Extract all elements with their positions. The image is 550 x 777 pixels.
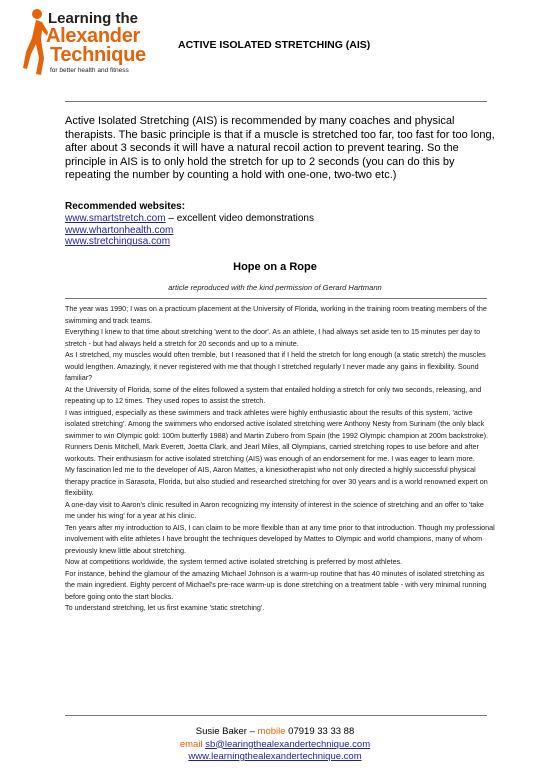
- footer-email-line: [0, 739, 550, 752]
- whartonhealth-link[interactable]: www.whartonhealth.com: [65, 224, 174, 236]
- email-label: email: [179, 738, 203, 750]
- intro-text: Active Isolated Stretching (AIS) is recommended by many coaches and physical therapists. The basic principle is that if a muscle is stretched too far, too fast for too long, after about 3 seconds it will have a natural recoil action to prevent tearing. So the principle in AIS is to only hold the stretch for up to 2 seconds (you can do this by repeating the number by counting a hold with one-one, two-two etc.): [65, 115, 495, 182]
- article-paragraph: Everything I knew to that time about stretching 'went to the door'. As an athlete, I had always set aside ten to 15 minutes per day to stretch - but had always held a stretch for 20 seconds and up to a minute.: [65, 327, 481, 348]
- website-link[interactable]: www.learningthealexandertechnique.com: [188, 751, 362, 762]
- logo-line-3: Technique: [50, 44, 146, 66]
- smartstretch-link[interactable]: www.smartstretch.com: [65, 212, 166, 224]
- contact-name: Susie Baker –: [195, 726, 258, 737]
- recommended-link-row: [65, 236, 365, 248]
- recommended-websites: [65, 201, 365, 248]
- article-credit: article reproduced with the kind permission of Gerard Hartmann: [168, 283, 382, 292]
- article-body: [65, 303, 495, 614]
- link-note: – excellent video demonstrations: [165, 212, 314, 224]
- recommended-heading: Recommended websites:: [65, 201, 186, 212]
- recommended-link-row: [65, 225, 365, 237]
- article-paragraph: At the University of Florida, some of the elites followed a system that entailed holding a stretch for only two seconds, releasing, and repeating up to 12 times. They used ropes to assist the stretch.: [65, 384, 482, 405]
- intro-paragraph: [65, 115, 495, 183]
- article-paragraph: Runners Denis Mitchell, Mark Everett, Joetta Clark, and Jearl Miles, all Olympians, carried stretching ropes to use before and after workouts. Their enthusiasm for active isolated stretching (AIS) was enough of an endorsement for me. I was eager to learn more.: [65, 442, 479, 463]
- logo-line-2: Alexander: [46, 25, 141, 47]
- alexander-technique-logo: [22, 8, 146, 88]
- mobile-label: mobile: [257, 726, 286, 737]
- article-paragraph: To understand stretching, let us first examine 'static stretching'.: [65, 603, 265, 612]
- email-link[interactable]: sb@learingthealexandertechnique.com: [205, 738, 371, 750]
- footer-phone-line: [0, 726, 550, 739]
- header-divider: [65, 101, 487, 102]
- page-title: ACTIVE ISOLATED STRETCHING (AIS): [178, 39, 371, 51]
- recommended-link-row: [65, 213, 365, 225]
- stretchingusa-link[interactable]: www.stretchingusa.com: [65, 236, 171, 248]
- article-paragraph: Now at competitions worldwide, the system termed active isolated stretching is preferred by most athletes.: [65, 557, 403, 566]
- article-paragraph: As I stretched, my muscles would often tremble, but I reasoned that if I held the stretch for long enough (a static stretch) the muscles would lengthen. Amazingly, it never registered with me that though I stretched regularly I never made any gains in flexibility. Sound familiar?: [65, 350, 486, 382]
- article-paragraph: My fascination led me to the developer of AIS, Aaron Mattes, a kinesiotherapist who not only directed a highly successful physical therapy practice in Sarasota, Florida, but also studied and researched stretching for over 30 years and is a world renowned expert on flexibility.: [65, 465, 488, 497]
- logo-line-1: Learning the: [48, 10, 139, 27]
- article-paragraph: The year was 1990; I was on a practicum placement at the University of Florida, working in the training room treating members of the swimming and track teams.: [65, 304, 487, 325]
- article-paragraph: A one-day visit to Aaron's clinic resulted in Aaron recognizing my intensity of interest in the science of stretching and an offer to 'take me under his wing' for a year at his clinic.: [65, 499, 484, 520]
- footer-contact: [0, 726, 550, 764]
- article-paragraph: Ten years after my introduction to AIS, I can claim to be more flexible than at any time prior to that introduction. Though my professional involvement with elite athletes I have brought the techniques developed by Mattes to Olympic and world champions, many of whom previously knew little about stretching.: [65, 522, 495, 555]
- article-paragraph: For instance, behind the glamour of the amazing Michael Johnson is a warm-up routine that has 40 minutes of isolated stretching as the main ingredient. Eighty percent of Michael's pre-race warm-up is done stretching on a treatment table - with very minimal running before going onto the start blocks.: [65, 568, 487, 601]
- article-divider: [65, 298, 487, 299]
- footer-website-line: [0, 751, 550, 764]
- footer-divider: [65, 715, 487, 716]
- article-title: Hope on a Rope: [233, 261, 317, 273]
- mobile-number: 07919 33 33 88: [285, 726, 355, 737]
- logo-tagline: for better health and fitness: [50, 67, 129, 74]
- article-paragraph: I was intrigued, especially as these swimmers and track athletes were highly enthusiastic about the results of this system, 'active isolated stretching'. Among the swimmers who endorsed active isolated stretching were Anthony Nesty from Surinam (the only black swimmer to win Olympic gold: 100m butterfly 1988) and Martin Zubero from Spain (the 1992 Olympic champion at 200m backstroke).: [65, 407, 489, 440]
- running-figure-icon: [22, 8, 48, 78]
